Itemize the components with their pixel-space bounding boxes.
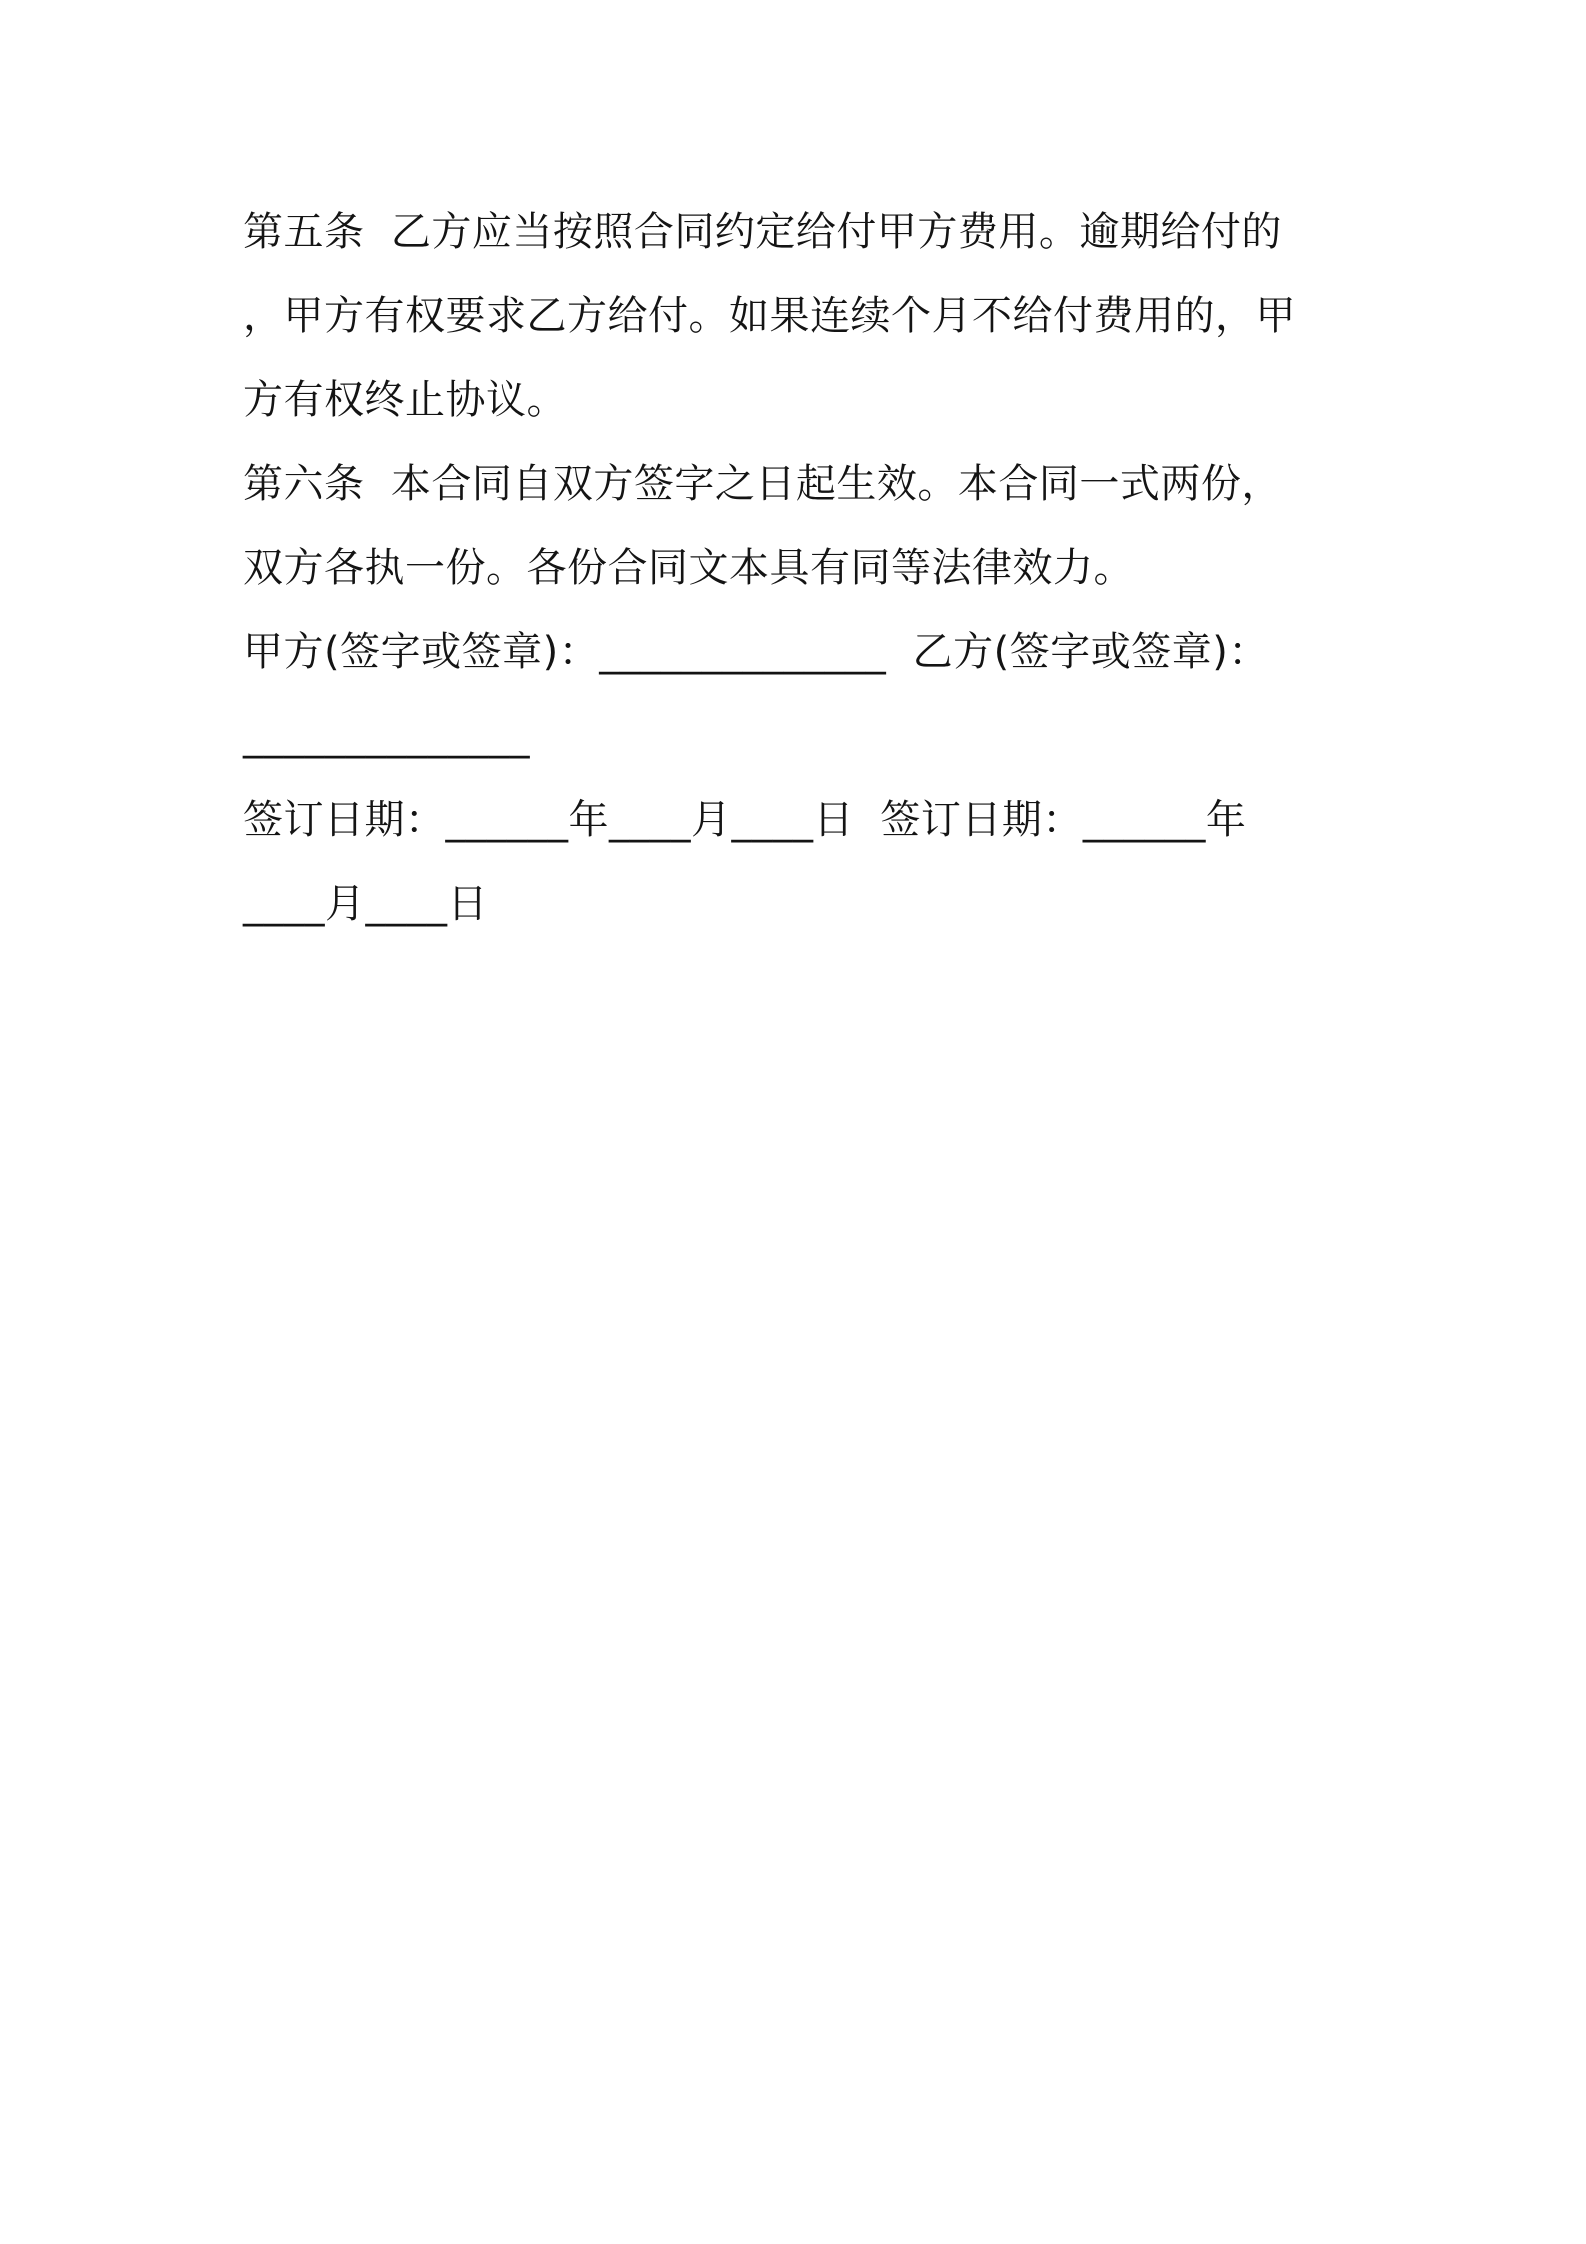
- article-6-line-1: 第六条 本合同自双方签字之日起生效。本合同一式两份，: [243, 461, 1282, 507]
- date-line-2: ____月____日: [243, 881, 488, 927]
- signature-line-2: ______________: [243, 713, 530, 759]
- article-5-line-2: ，甲方有权要求乙方给付。如果连续个月不给付费用的，甲: [243, 293, 1296, 339]
- contract-document: [243, 190, 1353, 946]
- article-6-line-2: 双方各执一份。各份合同文本具有同等法律效力。: [243, 545, 1134, 591]
- article-5-line-3: 方有权终止协议。: [243, 377, 567, 423]
- article-5-line-1: 第五条 乙方应当按照合同约定给付甲方费用。逾期给付的: [243, 209, 1282, 255]
- signature-line-1: 甲方(签字或签章)：______________ 乙方(签字或签章)：: [243, 629, 1269, 675]
- date-line-1: 签订日期：______年____月____日 签订日期：______年: [243, 797, 1247, 843]
